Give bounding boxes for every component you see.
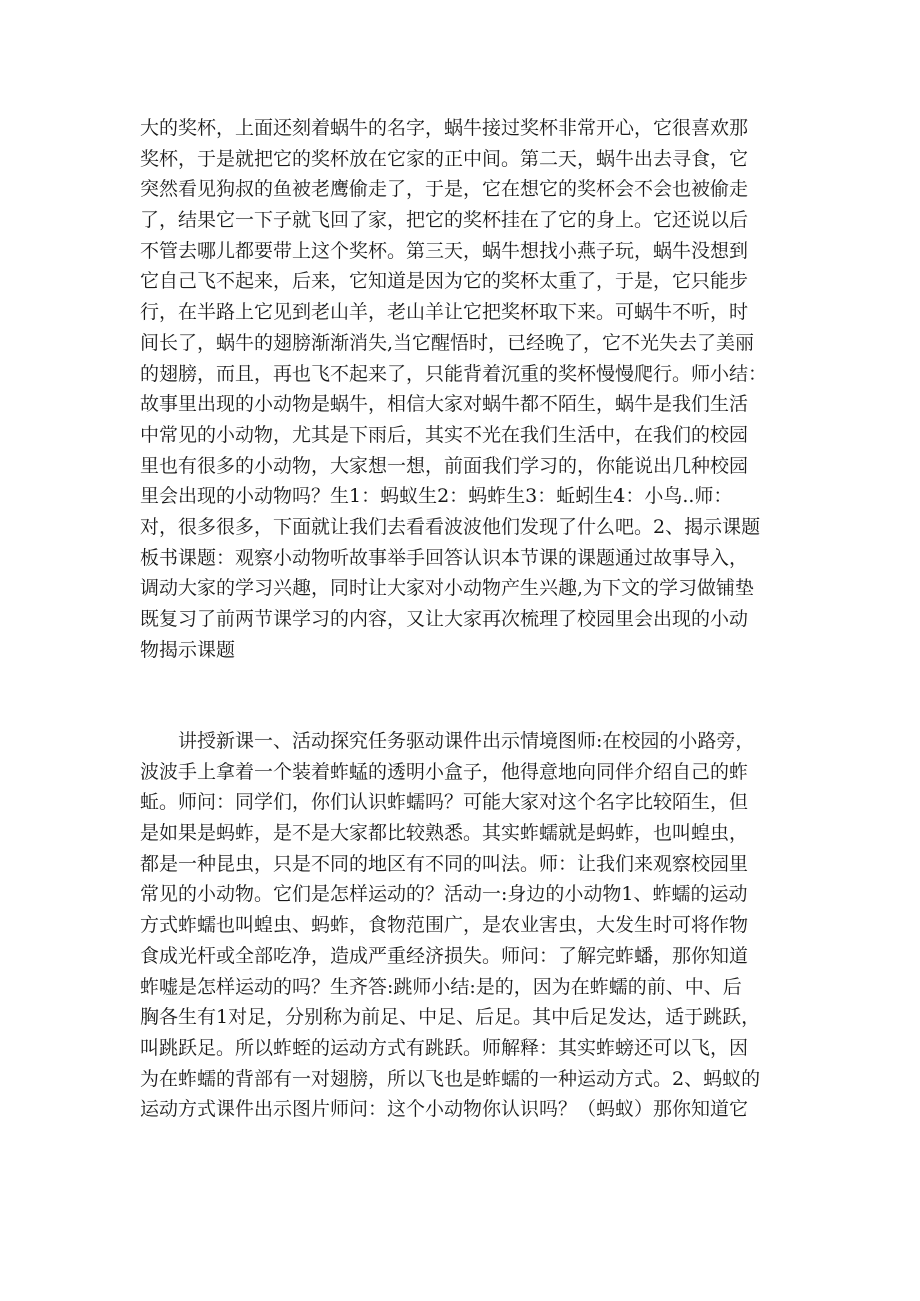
text-line: 故事里出现的小动物是蜗牛，相信大家对蜗牛都不陌生，蜗牛是我们生活 — [140, 393, 749, 416]
text-line: 叫跳跃足。所以蚱蛭的运动方式有跳跃。师解释：其实蚱螃还可以飞，因 — [140, 1036, 749, 1059]
text-line: 了，结果它一下子就飞回了家，把它的奖杯挂在了它的身上。它还说以后 — [140, 209, 749, 232]
text-line: 食成光杆或全部吃净，造成严重经济损失。师问：了解完蚱蟠，那你知道 — [140, 944, 749, 967]
text-line: 板书课题：观察小动物听故事举手回答认识本节课的课题通过故事导入， — [140, 546, 749, 569]
text-line: 讲授新课一、活动探究任务驱动课件出示情境图师:在校园的小路旁， — [178, 730, 755, 752]
text-line: 蚱嘘是怎样运动的吗？生齐答:跳师小结:是的，因为在蚱蠕的前、中、后 — [140, 975, 742, 998]
text-line: 大的奖杯，上面还刻着蜗牛的名字，蜗牛接过奖杯非常开心，它很喜欢那 — [140, 117, 749, 139]
text-line: 为在蚱蠕的背部有一对翅膀，所以飞也是蚱蠕的一种运动方式。2、蚂蚁的 — [140, 1067, 761, 1090]
text-line: 方式蚱蠕也叫蝗虫、蚂蚱，食物范围广，是农业害虫，大发生时可将作物 — [140, 914, 749, 937]
text-line: 物揭示课题 — [140, 638, 236, 661]
text-line: 都是一种昆虫，只是不同的地区有不同的叫法。师：让我们来观察校园里 — [140, 852, 749, 875]
text-line: 波波手上拿着一个装着蚱蜢的透明小盒子，他得意地向同伴介绍自己的蚱 — [140, 760, 749, 783]
text-line: 既复习了前两节课学习的内容，又让大家再次梳理了校园里会出现的小动 — [140, 608, 749, 630]
text-line: 运动方式课件出示图片师问：这个小动物你认识吗？（蚂蚁）那你知道它 — [140, 1098, 749, 1121]
text-line: 它自己飞不起来，后来，它知道是因为它的奖杯太重了，于是，它只能步 — [140, 270, 749, 293]
text-line: 中常见的小动物，尤其是下雨后，其实不光在我们生活中，在我们的校园 — [140, 423, 749, 446]
text-line: 对，很多很多，下面就让我们去看看波波他们发现了什么吧。2、揭示课题 — [140, 515, 761, 538]
paragraph-story — [140, 113, 780, 665]
text-line: 里会出现的小动物吗？生1：蚂蚁生2：蚂蚱生3：蚯蚓生4：小鸟..师： — [140, 485, 733, 508]
text-line: 行，在半路上它见到老山羊，老山羊让它把奖杯取下来。可蜗牛不听，时 — [140, 301, 749, 324]
text-line: 调动大家的学习兴趣，同时让大家对小动物产生兴趣,为下文的学习做铺垫 — [140, 577, 755, 600]
text-line: 不管去哪儿都要带上这个奖杯。第三天，蜗牛想找小燕子玩，蜗牛没想到 — [140, 239, 749, 262]
paragraph-new-lesson — [140, 726, 780, 1125]
text-line: 是如果是蚂蚱，是不是大家都比较熟悉。其实蚱蠕就是蚂蚱，也叫蝗虫， — [140, 822, 749, 845]
text-line: 奖杯，于是就把它的奖杯放在它家的正中间。第二天，蜗牛出去寻食，它 — [140, 147, 749, 170]
text-line: 里也有很多的小动物，大家想一想，前面我们学习的，你能说出几种校园 — [140, 454, 749, 477]
text-line: 的翅膀，而且，再也飞不起来了，只能背着沉重的奖杯慢慢爬行。师小结： — [140, 362, 768, 385]
text-line: 常见的小动物。它们是怎样运动的？活动一:身边的小动物1、蚱蠕的运动 — [140, 883, 748, 906]
text-line: 胸各生有1对足，分别称为前足、中足、后足。其中后足发达，适于跳跃， — [140, 1006, 761, 1029]
text-line: 蚯。师问：同学们，你们认识蚱蠕吗？可能大家对这个名字比较陌生，但 — [140, 791, 749, 814]
text-line: 间长了，蜗牛的翅膀渐渐消失,当它醒悟时，已经晚了，它不光失去了美丽 — [140, 331, 755, 354]
text-line: 突然看见狗叔的鱼被老鹰偷走了，于是，它在想它的奖杯会不会也被偷走 — [140, 178, 749, 201]
